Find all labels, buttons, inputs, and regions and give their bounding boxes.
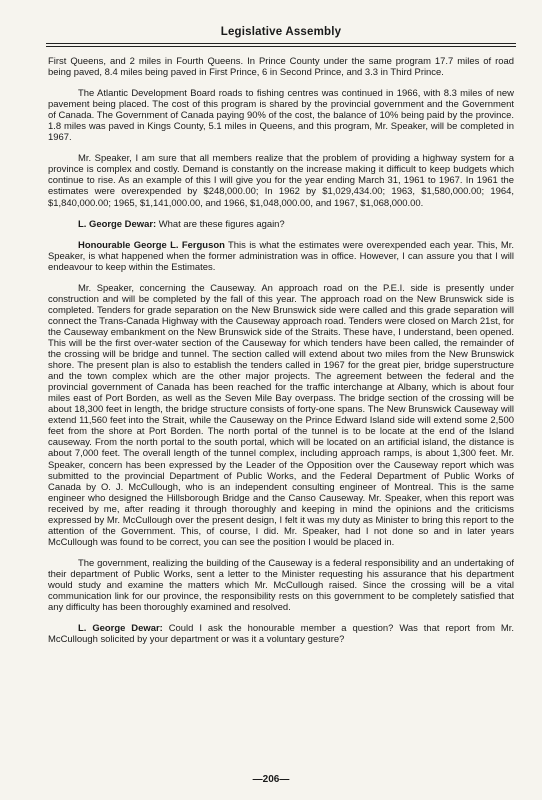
- paragraph: [48, 558, 514, 613]
- paragraph-text: Mr. Speaker, I am sure that all members realize that the problem of providing a highway system for a province is complex and costly. Demand is constantly on the increase making it difficult to keep budgets which continue to rise. As an example of this I will give you for the year ending March 31, 1961 to 1967. In 1961 the estimates were overexpended by $248,000.00; In 1962 by $1,029,434.00; 1963, $1,580,000.00; 1964, $1,840,000.00; 1965, $1,141,000.00, and 1966, $1,048,000.00, and 1967, $1,068,000.00.: [48, 153, 514, 209]
- page-number: —206—: [252, 774, 290, 785]
- body-text: [48, 56, 514, 655]
- paragraph: [48, 623, 514, 645]
- paragraph: [48, 240, 514, 273]
- paragraph: [48, 153, 514, 208]
- paragraph: [48, 56, 514, 78]
- paragraph: [48, 283, 514, 548]
- paragraph: [48, 88, 514, 143]
- paragraph-text: This is what the estimates were overexpended each year. This, Mr. Speaker, is what happened when the former administration was in office. However, I can assure you that I will endeavour to keep within the Estimates.: [48, 239, 515, 273]
- speaker-name: Honourable George L. Ferguson: [78, 239, 225, 251]
- paragraph-text: The government, realizing the building of the Causeway is a federal responsibility and an undertaking of their department of Public Works, sent a letter to the Minister requesting his assurance that his department would study and examine the matters which Mr. McCullough raised. Since the crossing will be a vital communication link for our province, the responsibility rests on this government to be completely satisfied that any difficulty has been thoroughly examined and resolved.: [48, 557, 514, 614]
- paragraph-text: The Atlantic Development Board roads to fishing centres was continued in 1966, with 8.3 miles of new pavement being placed. The cost of this program is shared by the provincial government and the Government of Canada. The Government of Canada paying 90% of the cost, the balance of 10% being paid by the province. 1.8 miles was paved in Kings County, 5.1 miles in Queens, and this program, Mr. Speaker, will be completed in 1967.: [48, 88, 514, 144]
- paragraph: [48, 219, 514, 230]
- paragraph-text: Mr. Speaker, concerning the Causeway. An approach road on the P.E.I. side is presently under construction and will be completed by the fall of this year. The approach road on the New Brunswick side is completed. Tenders for grade separation on the New Brunswick side were called and this grade separation will connect the Trans-Canada Highway with the Causeway approach road. Tenders were closed on March 21st, for the Causeway embankment on the New Brunswick side of the Straits. These have, I understand, been opened. This will be the first over-water section of the Causeway for which tenders have been called, the remainder of the crossing will be bridge and tunnel. The section called will extend about two miles from the New Brunswick shore. The present plan is also to establish the tenders called in 1967 for the great pier, bridge superstructure and the town complex which are the other major projects. The agreement between the federal and the provincial government of Canada has been reached for the traffic interchange at Albany, which is about four miles east of Port Borden, as well as the Seven Mile Bay overpass. The bridge section of the crossing will be about 18,300 feet in length, the bridge structure consists of forty-one spans. The New Brunswick Causeway will extend 11,560 feet into the Strait, while the Causeway on the Prince Edward Island side will extend some 2,500 feet from the shore at Port Borden. The north portal of the tunnel is to be locate at the end of the Island causeway. From the north portal to the south portal, which will be located on an artificial island, the distance is about 7,000 feet. The overall length of the tunnel complex, including approach ramps, is about 1,300 feet. Mr. Speaker, concern has been expressed by the Leader of the Opposition over the Causeway report which was submitted to the provincial Department of Public Works, and the Federal Department of Public Works of Canada by O. J. McCullough, who is an independent consulting engineer of Montreal. This is the same engineer who designed the Hillsborough Bridge and the Canso Causeway. Mr. Speaker, when this report was received by me, after reading it through thoroughly and keeping in mind the opinions and the criticisms expressed by Mr. McCullough over the present design, I felt it was my duty as Minister to bring this report to the attention of the Government. This, of course, I did. Mr. Speaker, had I not done so and in later years McCullough was found to be correct, you can see the position I would be placed in.: [48, 282, 514, 548]
- paragraph-text: What are these figures again?: [158, 218, 285, 230]
- speaker-name: L. George Dewar:: [78, 623, 163, 635]
- running-header: Legislative Assembly: [220, 26, 342, 38]
- paragraph-text: First Queens, and 2 miles in Fourth Queens. In Prince County under the same program 17.7 miles of road being paved, 8.4 miles being paved in First Prince, 6 in Second Prince, and 3.3 in Third Prince.: [48, 56, 514, 79]
- header-rule-bottom: [46, 46, 516, 47]
- speaker-name: L. George Dewar:: [78, 218, 157, 230]
- header-rule-top: [46, 43, 516, 44]
- paragraph-text: Could I ask the honourable member a question? Was that report from Mr. McCullough solicited by your department or was it a voluntary gesture?: [48, 623, 515, 646]
